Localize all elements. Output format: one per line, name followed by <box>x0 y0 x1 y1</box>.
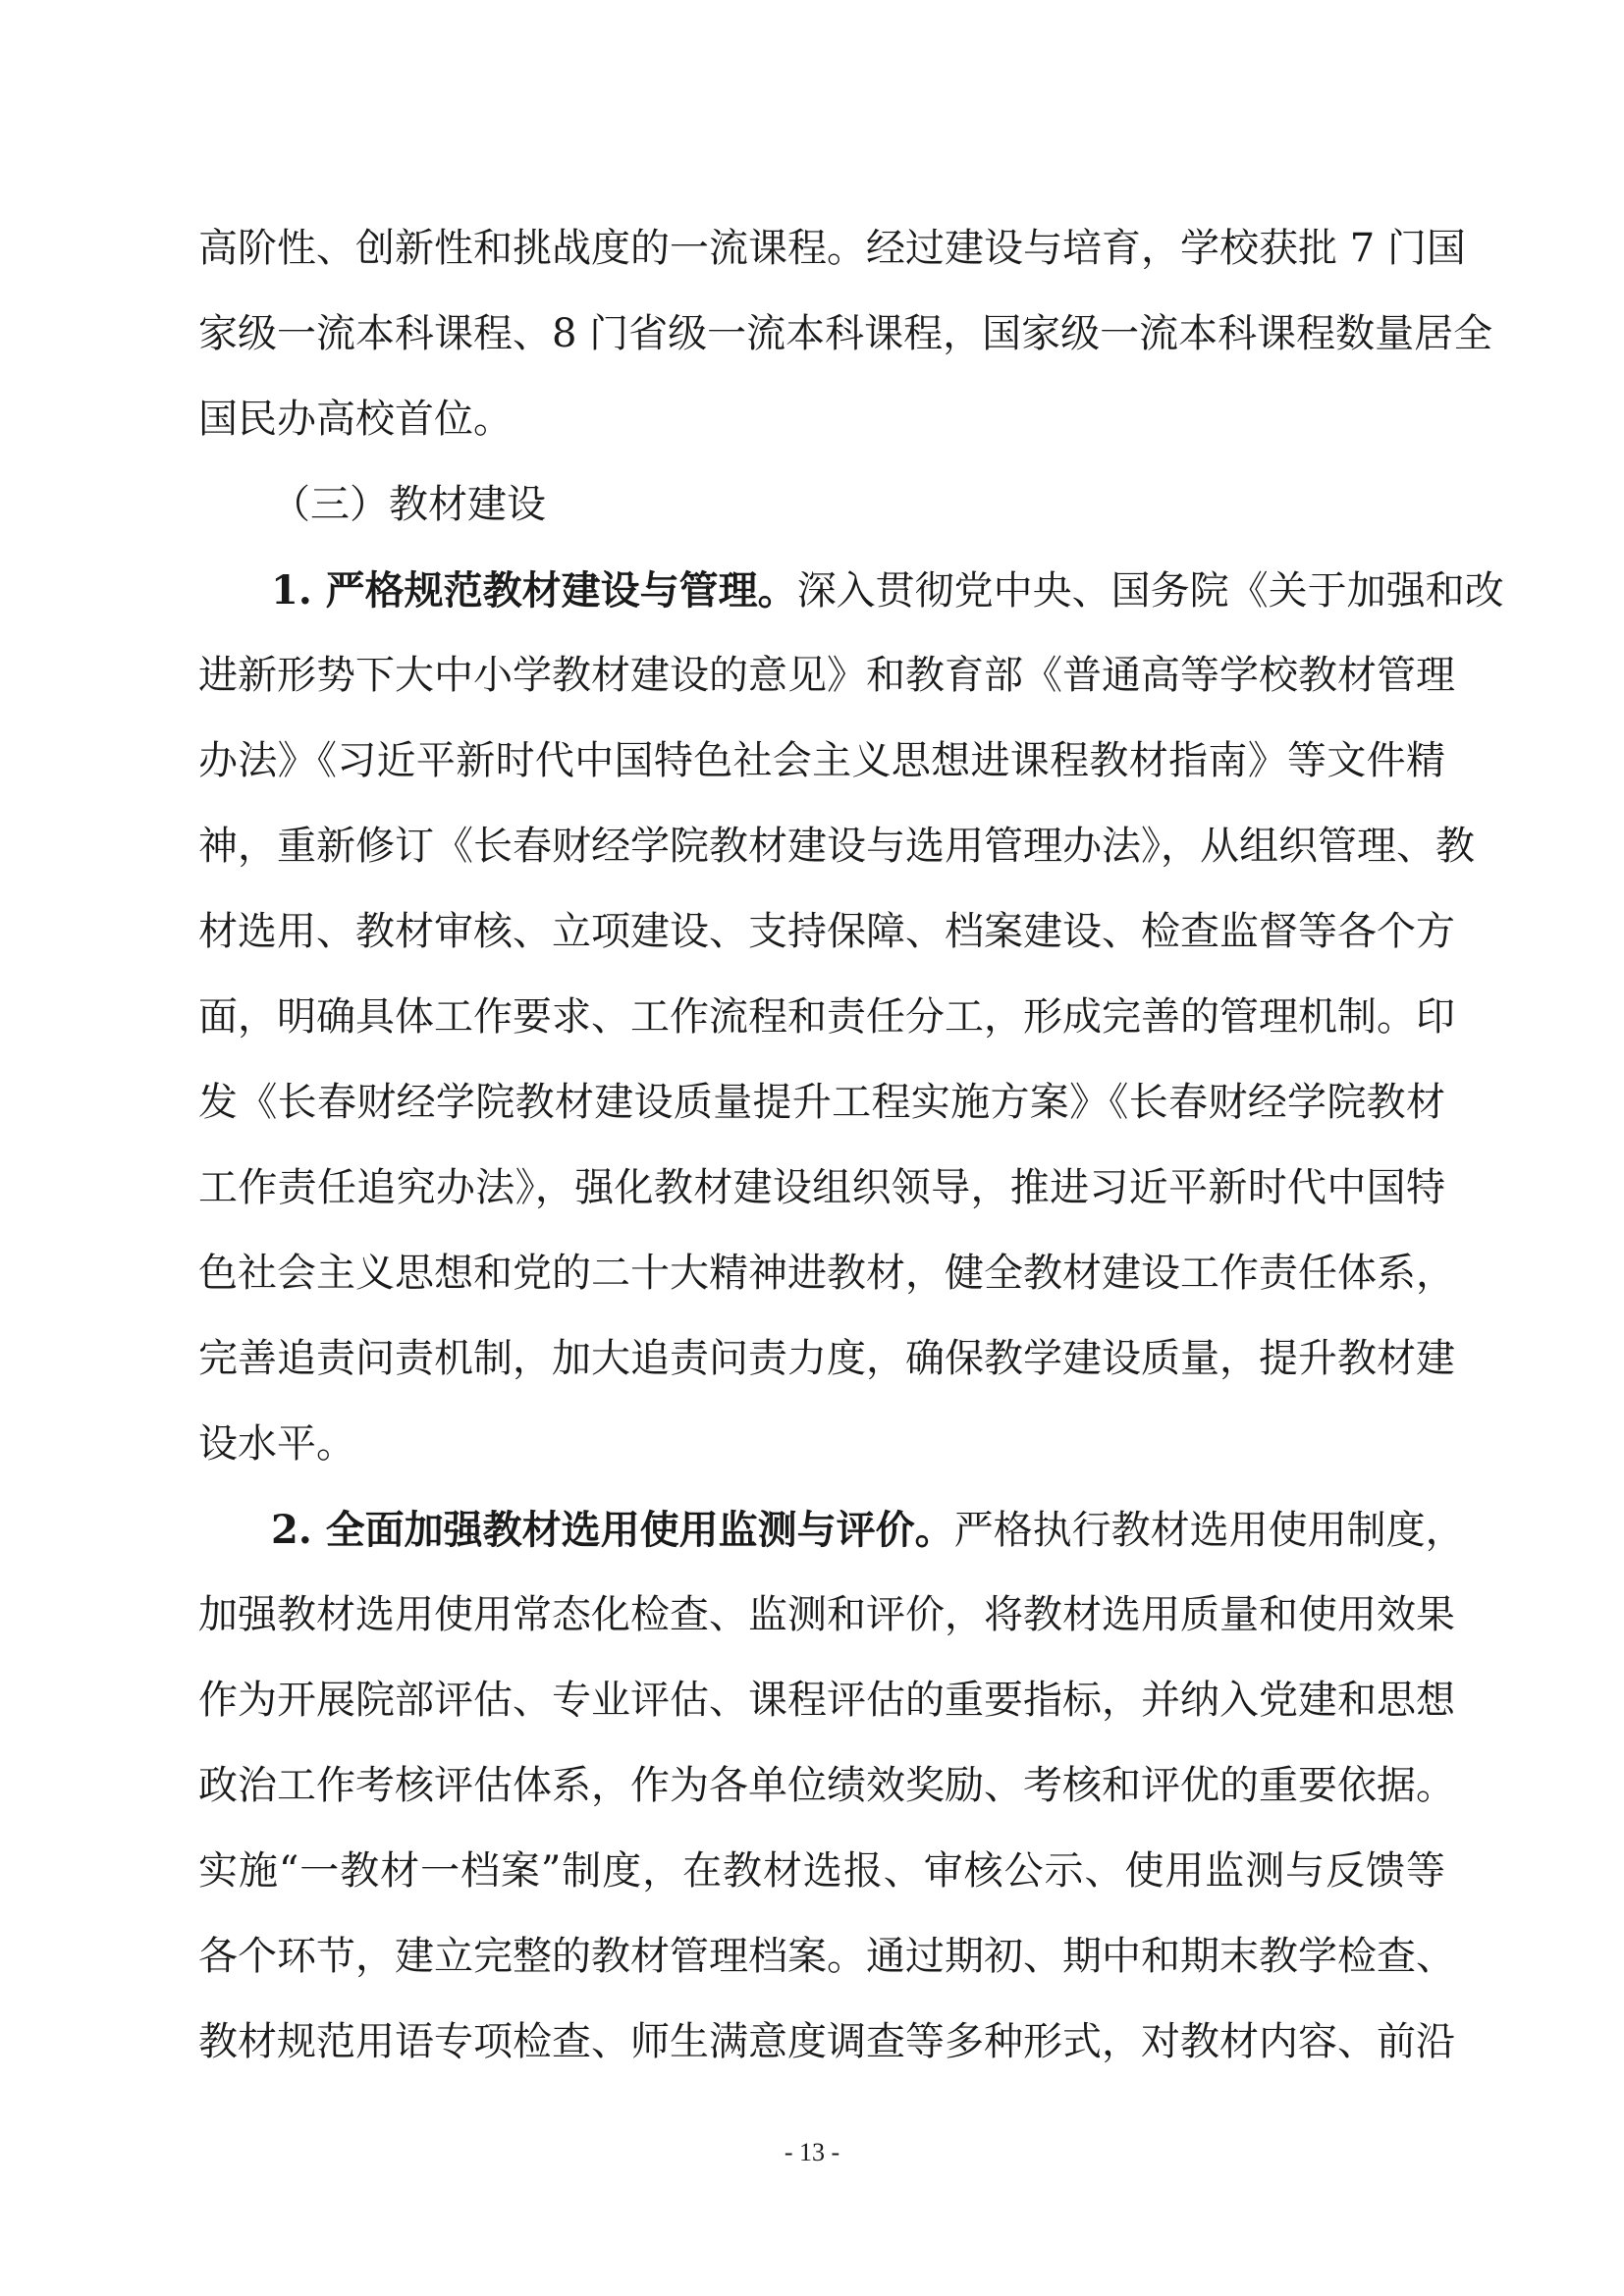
paragraph-line: 材选用、教材审核、立项建设、支持保障、档案建设、检查监督等各个方 <box>198 909 1455 954</box>
paragraph-text: 深入贯彻党中央、国务院《关于加强和改 <box>796 568 1504 614</box>
paragraph-line: 完善追责问责机制，加大追责问责力度，确保教学建设质量，提升教材建 <box>198 1336 1455 1381</box>
paragraph-line: 面，明确具体工作要求、工作流程和责任分工，形成完善的管理机制。印 <box>198 994 1455 1040</box>
page-number: - 13 - <box>784 2138 840 2166</box>
paragraph-line: 各个环节，建立完整的教材管理档案。通过期初、期中和期末教学检查、 <box>198 1934 1455 1979</box>
paragraph-lead-heading: 2. 全面加强教材选用使用监测与评价。 <box>271 1507 954 1553</box>
paragraph-line: 教材规范用语专项检查、师生满意度调查等多种形式，对教材内容、前沿 <box>198 2019 1455 2064</box>
section-heading: （三）教材建设 <box>271 482 546 527</box>
paragraph-line: 国民办高校首位。 <box>198 397 513 442</box>
paragraph-first-line <box>198 548 1504 633</box>
paragraph-line: 高阶性、创新性和挑战度的一流课程。经过建设与培育，学校获批 7 门国 <box>198 226 1466 271</box>
paragraph-line: 色社会主义思想和党的二十大精神进教材，健全教材建设工作责任体系， <box>198 1251 1455 1296</box>
paragraph-first-line <box>198 1487 1465 1573</box>
paragraph-line: 实施“一教材一档案”制度，在教材选报、审核公示、使用监测与反馈等 <box>198 1848 1445 1894</box>
paragraph-line: 进新形势下大中小学教材建设的意见》和教育部《普通高等学校教材管理 <box>198 653 1455 698</box>
document-body <box>198 206 1504 2085</box>
paragraph-line: 发《长春财经学院教材建设质量提升工程实施方案》《长春财经学院教材 <box>198 1080 1445 1125</box>
paragraph-line: 家级一流本科课程、8 门省级一流本科课程，国家级一流本科课程数量居全 <box>198 311 1493 356</box>
paragraph-text: 严格执行教材选用使用制度， <box>953 1508 1465 1553</box>
paragraph-line: 作为开展院部评估、专业评估、课程评估的重要指标，并纳入党建和思想 <box>198 1678 1455 1723</box>
paragraph-line: 神，重新修订《长春财经学院教材建设与选用管理办法》，从组织管理、教 <box>198 824 1475 869</box>
paragraph-lead-heading: 1. 严格规范教材建设与管理。 <box>271 567 797 614</box>
paragraph-line: 办法》《习近平新时代中国特色社会主义思想进课程教材指南》等文件精 <box>198 738 1445 783</box>
paragraph-line: 工作责任追究办法》，强化教材建设组织领导，推进习近平新时代中国特 <box>198 1165 1445 1210</box>
paragraph-line: 设水平。 <box>198 1421 355 1467</box>
paragraph-line: 政治工作考核评估体系，作为各单位绩效奖励、考核和评优的重要依据。 <box>198 1763 1455 1808</box>
paragraph-line: 加强教材选用使用常态化检查、监测和评价，将教材选用质量和使用效果 <box>198 1592 1455 1637</box>
